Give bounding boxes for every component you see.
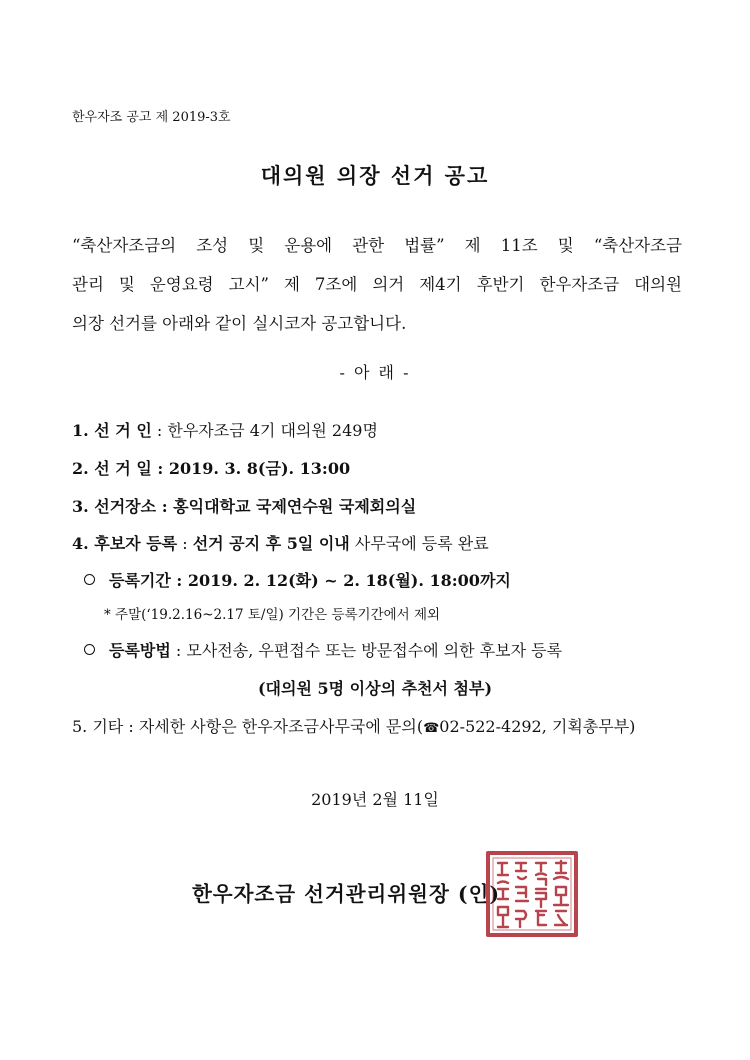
issue-date: 2019년 2월 11일 (311, 790, 439, 809)
item-candidate-rest: 사무국에 등록 완료 (354, 534, 489, 553)
seal-stamp-icon (484, 849, 580, 939)
circle-bullet-icon (84, 644, 95, 655)
item-place-value: : 홍익대학교 국제연수원 국제회의실 (161, 497, 417, 516)
item-method-label: 등록방법 (109, 641, 171, 660)
notice-number: 한우자조 공고 제 2019-3호 (72, 110, 231, 125)
item-method-note: (대의원 5명 이상의 추천서 첨부) (257, 679, 493, 698)
item-candidate (72, 531, 489, 554)
telephone-icon: ☎ (423, 721, 440, 736)
item-method (84, 638, 562, 661)
item-candidate-deadline: 선거 공지 후 5일 이내 (192, 534, 350, 553)
item-etc-text: 5. 기타 : 자세한 사항은 한우자조금사무국에 문의( (72, 717, 424, 736)
item-etc (72, 714, 635, 737)
item-period-note: * 주말(‘19.2.16~2.17 토/일) 기간은 등록기간에서 제외 (104, 607, 441, 623)
circle-bullet-icon (84, 574, 95, 585)
item-candidate-sep: : (182, 534, 188, 553)
item-period (84, 568, 511, 591)
item-date-value: : 2019. 3. 8(금). 13:00 (157, 459, 351, 478)
item-date-label: 2. 선 거 일 (72, 459, 152, 478)
item-voters (72, 418, 378, 441)
item-date (72, 456, 350, 479)
intro-line-3: 의장 선거를 아래와 같이 실시코자 공고합니다. (72, 314, 407, 333)
item-place-label: 3. 선거장소 (72, 497, 157, 516)
intro-paragraph (72, 226, 682, 343)
intro-line-2: 관리 및 운영요령 고시” 제 7조에 의거 제4기 후반기 한우자조금 대의원 (72, 275, 682, 294)
official-seal (484, 849, 580, 939)
item-place (72, 494, 416, 517)
item-method-value: : 모사전송, 우편접수 또는 방문접수에 의한 후보자 등록 (175, 641, 563, 660)
item-period-text: 등록기간 : 2019. 2. 12(화) ~ 2. 18(월). 18:00까지 (109, 571, 511, 590)
intro-line-1: “축산자조금의 조성 및 운용에 관한 법률” 제 11조 및 “축산자조금 (72, 236, 682, 255)
document-title: 대의원 의장 선거 공고 (260, 163, 490, 188)
item-candidate-label: 4. 후보자 등록 (72, 534, 178, 553)
item-etc-phone: 02-522-4292, 기획총무부) (439, 717, 636, 736)
item-voters-label: 1. 선 거 인 (72, 421, 152, 440)
section-divider-label: - 아 래 - (339, 363, 411, 382)
signature-line: 한우자조금 선거관리위원장 (인) (192, 882, 501, 906)
item-voters-value: : 한우자조금 4기 대의원 249명 (156, 421, 378, 440)
